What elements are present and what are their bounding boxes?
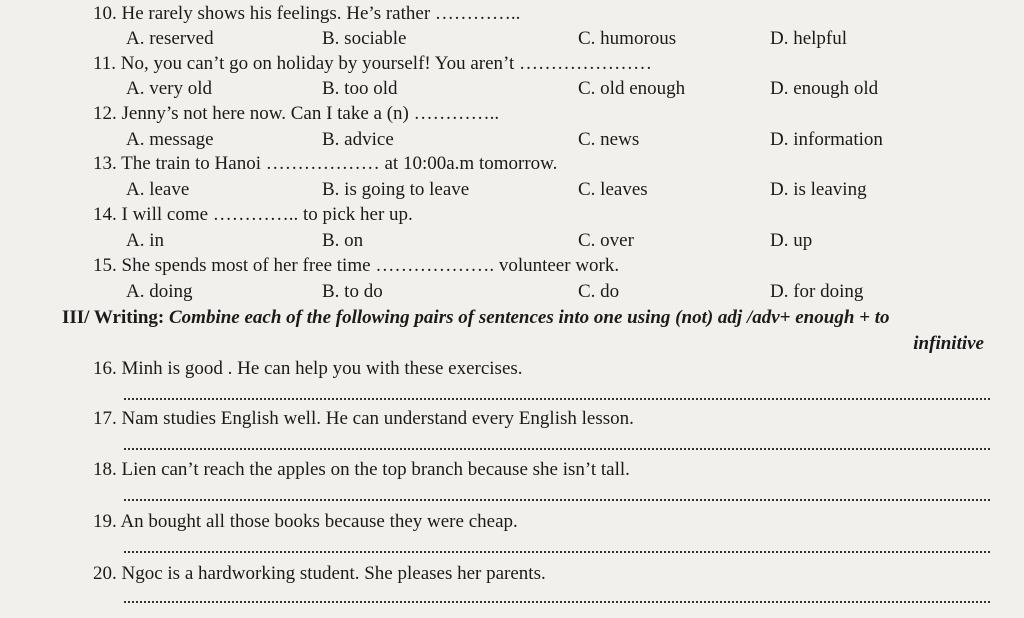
- writing-item-20: [93, 563, 546, 585]
- question-number: 11.: [93, 53, 117, 74]
- question-stem: The train to Hanoi: [121, 153, 266, 174]
- option-d: D. helpful: [770, 28, 848, 49]
- option-c: C. news: [578, 129, 640, 150]
- answer-blank: …………..: [212, 204, 299, 225]
- option-a: A. in: [126, 230, 164, 251]
- option-b: B. on: [322, 230, 364, 251]
- writing-item-16: [93, 358, 523, 380]
- question-stem-end: to pick her up.: [298, 204, 413, 225]
- section-label: III/ Writing:: [62, 307, 165, 328]
- item-text: An bought all those books because they were cheap.: [120, 511, 518, 532]
- answer-line[interactable]: [124, 448, 990, 450]
- option-d: D. enough old: [770, 78, 879, 99]
- question-12: [93, 103, 499, 125]
- question-stem: Jenny’s not here now. Can I take a (n): [121, 103, 414, 124]
- answer-line[interactable]: [124, 398, 990, 400]
- question-number: 10.: [93, 3, 117, 24]
- question-stem-end: volunteer work.: [494, 255, 620, 276]
- option-a: A. reserved: [126, 28, 214, 49]
- answer-blank: …………..: [413, 103, 500, 124]
- writing-item-18: [93, 459, 630, 481]
- question-stem: I will come: [121, 204, 213, 225]
- option-d: D. information: [770, 129, 883, 150]
- item-number: 19.: [93, 511, 117, 532]
- option-a: A. message: [126, 129, 214, 150]
- question-14: [93, 204, 413, 226]
- answer-line[interactable]: [124, 499, 990, 501]
- section-instruction-tail: infinitive: [913, 333, 984, 354]
- question-stem-end: at 10:00a.m tomorrow.: [379, 153, 558, 174]
- answer-blank: ………………: [265, 153, 380, 174]
- option-c: C. do: [578, 281, 620, 302]
- item-text: Ngoc is a hardworking student. She pleases her parents.: [121, 563, 546, 584]
- writing-item-19: [93, 511, 518, 533]
- option-a: A. very old: [126, 78, 213, 99]
- writing-item-17: [93, 408, 634, 430]
- option-a: A. doing: [126, 281, 193, 302]
- option-a: A. leave: [126, 179, 190, 200]
- option-d: D. is leaving: [770, 179, 867, 200]
- option-d: D. for doing: [770, 281, 864, 302]
- question-stem: He rarely shows his feelings. He’s rather: [121, 3, 435, 24]
- option-b: B. is going to leave: [322, 179, 470, 200]
- item-number: 18.: [93, 459, 117, 480]
- item-number: 20.: [93, 563, 117, 584]
- item-number: 16.: [93, 358, 117, 379]
- answer-blank: …………………: [519, 53, 653, 74]
- item-text: Minh is good . He can help you with these exercises.: [121, 358, 523, 379]
- item-text: Lien can’t reach the apples on the top branch because she isn’t tall.: [121, 459, 630, 480]
- answer-line[interactable]: [124, 551, 990, 553]
- option-c: C. over: [578, 230, 634, 251]
- question-10: [93, 3, 520, 25]
- option-c: C. leaves: [578, 179, 648, 200]
- question-number: 15.: [93, 255, 117, 276]
- option-b: B. too old: [322, 78, 398, 99]
- option-b: B. advice: [322, 129, 394, 150]
- question-number: 12.: [93, 103, 117, 124]
- section-instruction: Combine each of the following pairs of sentences into one using (not) adj /adv+ enough + to: [169, 307, 890, 328]
- writing-section-heading: [62, 307, 890, 329]
- question-11: [93, 53, 652, 75]
- option-b: B. to do: [322, 281, 383, 302]
- question-number: 13.: [93, 153, 117, 174]
- option-c: C. old enough: [578, 78, 686, 99]
- option-c: C. humorous: [578, 28, 677, 49]
- question-15: [93, 255, 619, 277]
- item-text: Nam studies English well. He can understand every English lesson.: [121, 408, 634, 429]
- question-stem: She spends most of her free time: [121, 255, 376, 276]
- question-stem: No, you can’t go on holiday by yourself! You aren’t: [120, 53, 520, 74]
- item-number: 17.: [93, 408, 117, 429]
- option-d: D. up: [770, 230, 813, 251]
- answer-line[interactable]: [124, 601, 990, 603]
- answer-blank: ……………….: [375, 255, 495, 276]
- question-number: 14.: [93, 204, 117, 225]
- answer-blank: …………..: [434, 3, 521, 24]
- option-b: B. sociable: [322, 28, 407, 49]
- question-13: [93, 153, 557, 175]
